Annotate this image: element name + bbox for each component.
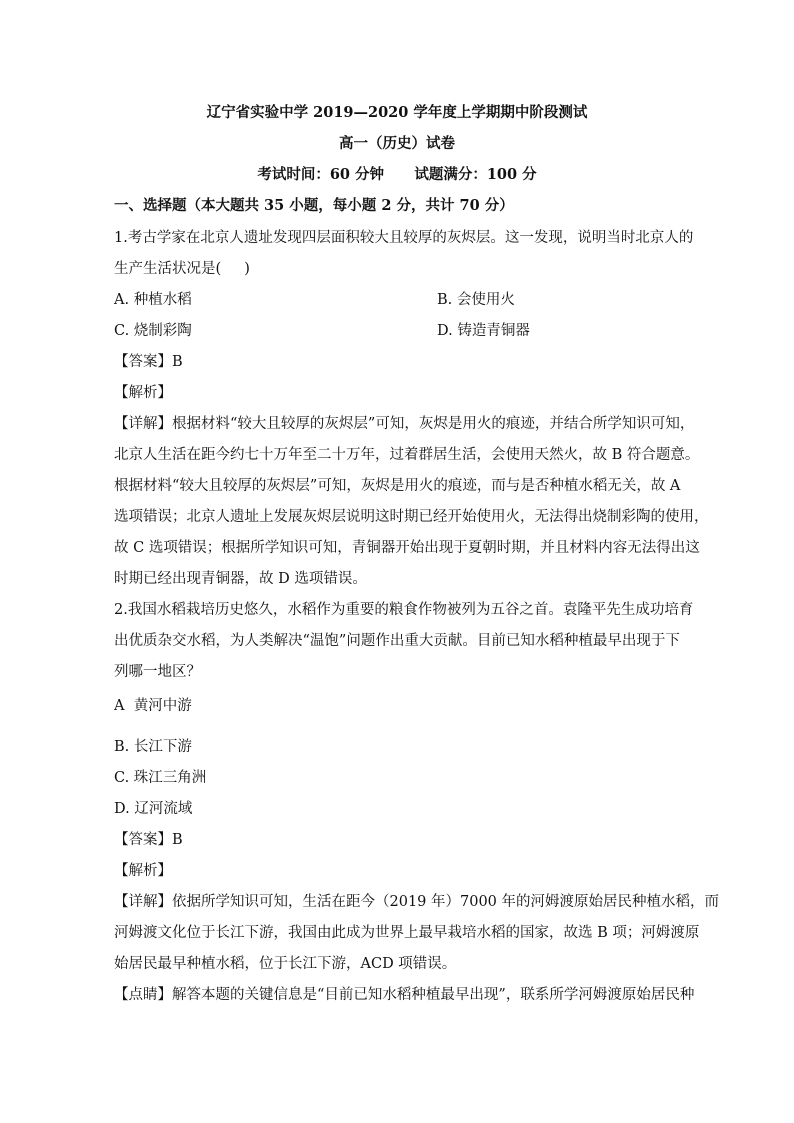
document-subtitle: 高一（历史）试卷 (339, 135, 455, 152)
q1-answer: 【答案】B (114, 354, 183, 370)
q2-detail-line3: 始居民最早种植水稻，位于长江下游，ACD 项错误。 (114, 956, 457, 972)
q1-detail-line5: 故 C 选项错误；根据所学知识可知，青铜器开始出现于夏朝时期，并且材料内容无法得出这 (114, 540, 700, 556)
q2-option-d: D. 辽河流域 (114, 801, 193, 817)
q1-analysis-label: 【解析】 (114, 385, 172, 401)
q2-stem-line2: 出优质杂交水稻，为人类解决“温饱”问题作出重大贡献。目前已知水稻种植最早出现于下 (114, 633, 680, 649)
section-heading: 一、选择题（本大题共 35 小题，每小题 2 分，共计 70 分） (114, 197, 514, 214)
q2-option-b: B. 长江下游 (114, 739, 192, 755)
q1-detail-line1: 【详解】根据材料“较大且较厚的灰烬层”可知，灰烬是用火的痕迹，并结合所学知识可知， (114, 416, 695, 432)
q1-detail-line2: 北京人生活在距今约七十万年至二十万年，过着群居生活，会使用天然火，故 B 符合题意。 (114, 447, 700, 463)
q2-detail-line1: 【详解】依据所学知识可知，生活在距今（2019 年）7000 年的河姆渡原始居民种植水稻，而 (114, 894, 720, 910)
q1-detail-line4: 选项错误；北京人遗址上发展灰烬层说明这时期已经开始使用火，无法得出烧制彩陶的使用， (114, 509, 709, 525)
q2-tip-line1: 【点睛】解答本题的关键信息是“目前已知水稻种植最早出现”，联系所学河姆渡原始居民种 (114, 987, 695, 1003)
q2-stem-line3: 列哪一地区？ (114, 664, 201, 680)
q1-option-c: C. 烧制彩陶 (114, 323, 192, 339)
q1-option-d: D. 铸造青铜器 (437, 323, 530, 339)
q2-option-c: C. 珠江三角洲 (114, 770, 207, 786)
q1-stem-line2: 生产生活状况是( ) (114, 261, 250, 277)
document-title: 辽宁省实验中学 2019—2020 学年度上学期期中阶段测试 (206, 104, 588, 121)
q2-option-a: A 黄河中游 (114, 698, 192, 714)
q1-option-a: A. 种植水稻 (114, 292, 192, 308)
q1-detail-line6: 时期已经出现青铜器，故 D 选项错误。 (114, 571, 367, 587)
q2-detail-line2: 河姆渡文化位于长江下游，我国由此成为世界上最早栽培水稻的国家，故选 B 项；河姆渡原 (114, 925, 700, 941)
q1-detail-line3: 根据材料“较大且较厚的灰烬层”可知，灰烬是用火的痕迹，而与是否种植水稻无关，故 A (114, 478, 681, 494)
q1-option-b: B. 会使用火 (437, 292, 515, 308)
exam-info: 考试时间：60 分钟 试题满分：100 分 (257, 166, 537, 183)
q2-answer: 【答案】B (114, 832, 183, 848)
q2-stem-line1: 2.我国水稻栽培历史悠久，水稻作为重要的粮食作物被列为五谷之首。袁隆平先生成功培育 (114, 602, 694, 618)
q1-stem-line1: 1.考古学家在北京人遗址发现四层面积较大且较厚的灰烬层。这一发现，说明当时北京人的 (114, 230, 694, 246)
q2-analysis-label: 【解析】 (114, 863, 172, 879)
